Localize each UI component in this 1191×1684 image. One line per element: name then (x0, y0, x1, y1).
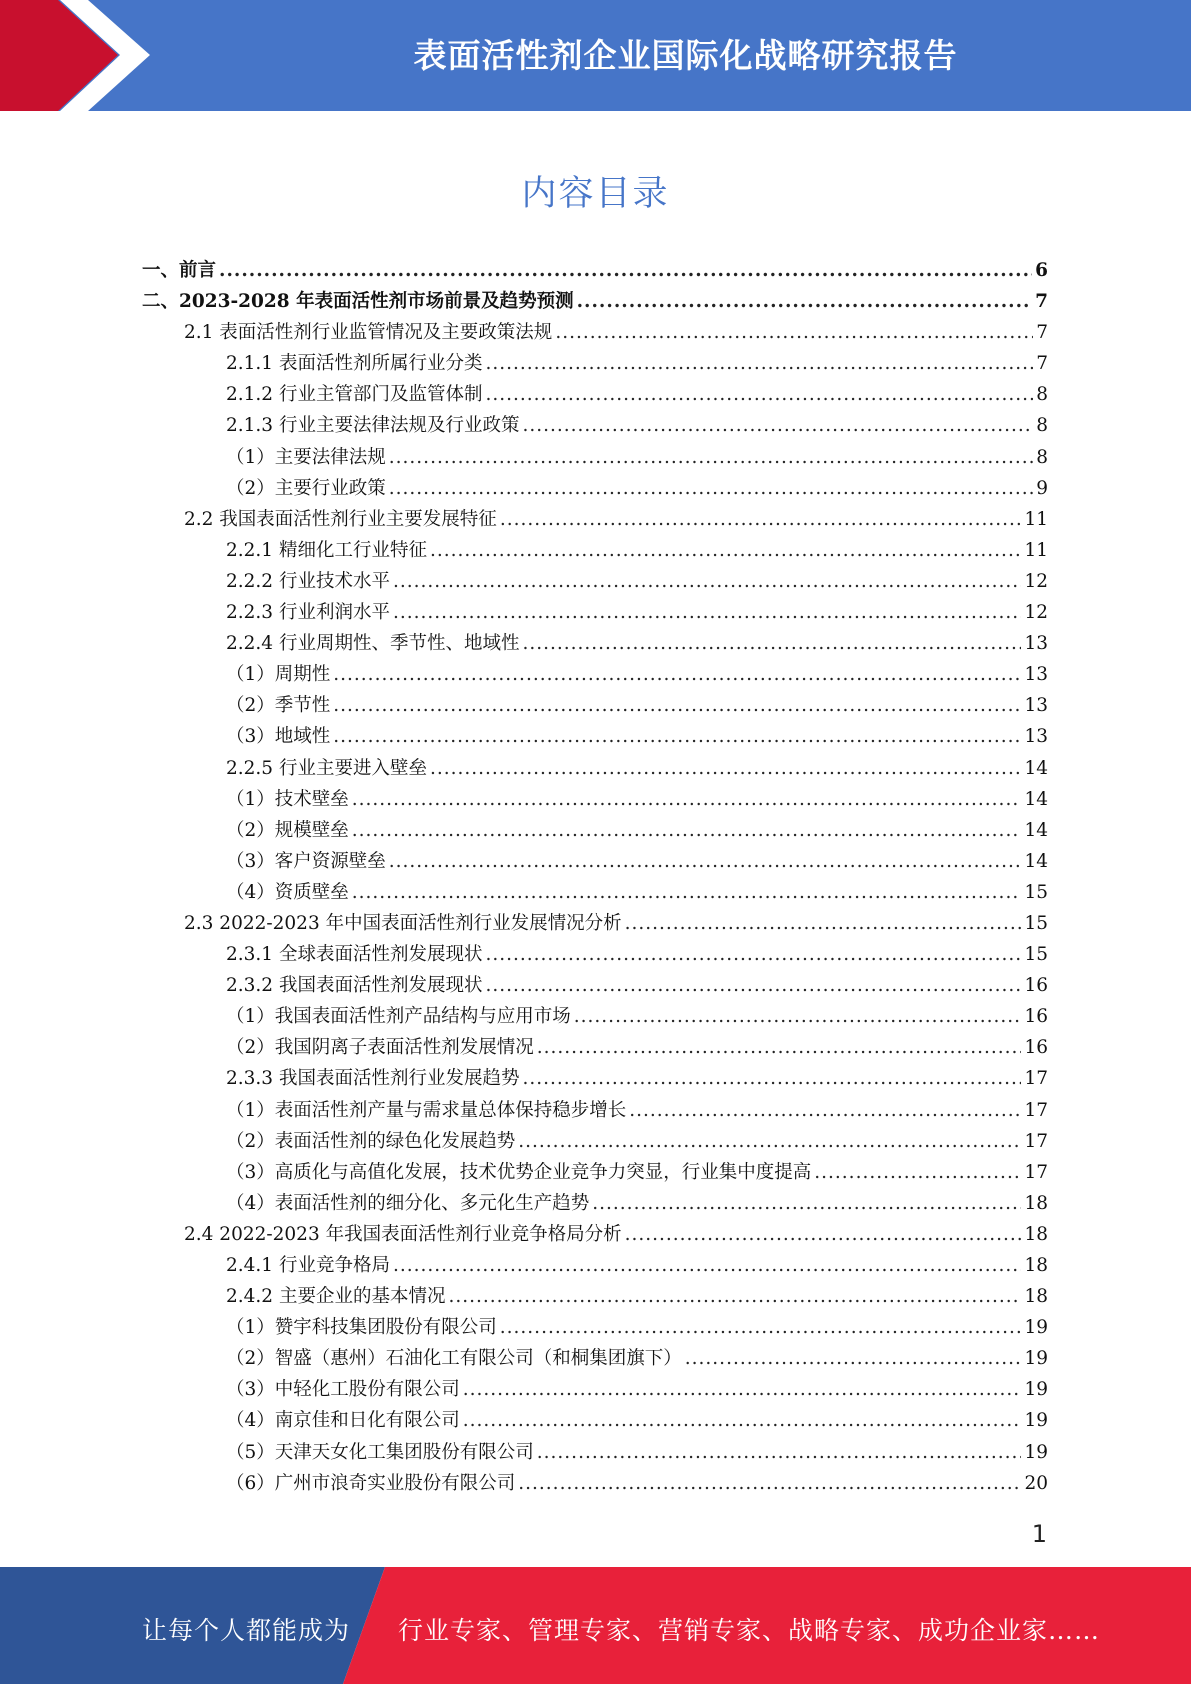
toc-entry[interactable] (142, 1219, 1048, 1250)
toc-leader-dots (352, 815, 1022, 846)
toc-heading: 内容目录 (521, 174, 670, 214)
toc-entry[interactable] (142, 877, 1048, 908)
toc-leader-dots (389, 473, 1033, 504)
toc-leader-dots (518, 1468, 1021, 1499)
toc-entry-label: （3）高质化与高值化发展，技术优势企业竞争力突显，行业集中度提高 (226, 1161, 812, 1183)
toc-entry-page: 18 (1024, 1192, 1048, 1214)
toc-entry[interactable] (142, 473, 1048, 504)
toc-entry[interactable] (142, 442, 1048, 473)
toc-leader-dots (389, 442, 1033, 473)
toc-entry-page: 17 (1024, 1161, 1048, 1183)
toc-entry[interactable] (142, 379, 1048, 410)
toc-entry-page: 8 (1036, 446, 1048, 468)
toc-entry[interactable] (142, 1468, 1048, 1499)
toc-entry-page: 19 (1024, 1441, 1048, 1463)
toc-entry-label: 2.1.1 表面活性剂所属行业分类 (226, 353, 483, 375)
toc-entry[interactable] (142, 597, 1048, 628)
toc-entry[interactable] (142, 690, 1048, 721)
toc-entry-label: 2.3 2022-2023 年中国表面活性剂行业发展情况分析 (184, 912, 622, 934)
toc-leader-dots (448, 1281, 1021, 1312)
toc-entry[interactable] (142, 939, 1048, 970)
toc-entry-page: 19 (1024, 1348, 1048, 1370)
toc-entry-label: （2）季节性 (226, 695, 331, 717)
toc-leader-dots (352, 877, 1022, 908)
toc-entry[interactable] (142, 1157, 1048, 1188)
toc-entry-page: 18 (1024, 1255, 1048, 1276)
toc-entry-label: 2.3.1 全球表面活性剂发展现状 (226, 944, 483, 966)
toc-entry-page: 9 (1036, 477, 1048, 499)
footer-slogan-left: 让每个人都能成为 (142, 1616, 351, 1645)
toc-entry-page: 20 (1024, 1472, 1048, 1494)
toc-leader-dots (500, 504, 1022, 535)
toc-entry[interactable] (142, 410, 1048, 441)
toc-entry-page: 8 (1036, 415, 1048, 437)
toc-entry-label: （6）广州市浪奇实业股份有限公司 (226, 1472, 516, 1494)
report-title: 表面活性剂企业国际化战略研究报告 (413, 36, 958, 75)
toc-entry[interactable] (142, 1250, 1048, 1281)
toc-entry[interactable] (142, 721, 1048, 752)
toc-entry[interactable] (142, 1281, 1048, 1312)
toc-entry-label: （2）表面活性剂的绿色化发展趋势 (226, 1130, 516, 1152)
toc-leader-dots (485, 970, 1021, 1001)
toc-leader-dots (555, 317, 1033, 348)
toc-entry-label: （1）周期性 (226, 664, 331, 686)
toc-entry-page: 11 (1024, 539, 1048, 561)
toc-leader-dots (333, 659, 1021, 690)
toc-leader-dots (393, 597, 1021, 628)
table-of-contents (142, 255, 1048, 1499)
toc-entry[interactable] (142, 753, 1048, 784)
toc-entry-label: 2.3.3 我国表面活性剂行业发展趋势 (226, 1068, 520, 1090)
toc-entry-page: 19 (1024, 1379, 1048, 1401)
toc-leader-dots (485, 348, 1033, 379)
toc-entry-label: （4）南京佳和日化有限公司 (226, 1410, 460, 1432)
toc-entry-page: 12 (1024, 602, 1048, 624)
toc-entry-page: 12 (1024, 570, 1048, 592)
toc-entry-page: 16 (1024, 1037, 1048, 1059)
toc-leader-dots (522, 628, 1021, 659)
toc-entry-page: 8 (1036, 384, 1048, 406)
toc-entry-page: 19 (1024, 1410, 1048, 1432)
toc-entry-page: 14 (1024, 757, 1048, 779)
toc-entry-page: 17 (1024, 1130, 1048, 1152)
toc-entry-page: 19 (1024, 1317, 1048, 1339)
toc-entry-page: 15 (1024, 881, 1048, 903)
header-banner (0, 0, 1191, 111)
toc-leader-dots (814, 1157, 1021, 1188)
toc-entry-label: （1）我国表面活性剂产品结构与应用市场 (226, 1006, 571, 1028)
toc-leader-dots (574, 1001, 1022, 1032)
toc-entry-label: （2）我国阴离子表面活性剂发展情况 (226, 1037, 534, 1059)
toc-entry[interactable] (142, 1095, 1048, 1126)
toc-entry-label: 2.4.2 主要企业的基本情况 (226, 1286, 446, 1308)
toc-leader-dots (592, 1188, 1021, 1219)
toc-entry-label: 2.2.4 行业周期性、季节性、地域性 (226, 633, 520, 655)
toc-entry-page: 13 (1024, 633, 1048, 655)
toc-entry-label: （1）技术壁垒 (226, 788, 349, 810)
toc-entry-page: 15 (1024, 912, 1048, 934)
toc-leader-dots (463, 1405, 1022, 1436)
toc-entry-label: （4）资质壁垒 (226, 881, 349, 903)
toc-entry-label: 2.2 我国表面活性剂行业主要发展特征 (184, 508, 497, 530)
toc-entry-page: 14 (1024, 788, 1048, 810)
toc-entry-label: 一、前言 (142, 260, 217, 281)
toc-entry-page: 7 (1036, 322, 1048, 344)
toc-entry-label: 2.2.3 行业利润水平 (226, 602, 390, 624)
toc-entry-page: 13 (1024, 664, 1048, 686)
toc-leader-dots (389, 846, 1022, 877)
toc-entry-label: （1）表面活性剂产量与需求量总体保持稳步增长 (226, 1099, 627, 1121)
toc-entry[interactable] (142, 1343, 1048, 1374)
footer-banner (0, 1567, 1191, 1684)
toc-entry-label: 2.4.1 行业竞争格局 (226, 1255, 390, 1276)
toc-entry[interactable] (142, 286, 1048, 317)
toc-leader-dots (393, 566, 1021, 597)
toc-entry-page: 18 (1024, 1223, 1048, 1245)
toc-entry[interactable] (142, 1188, 1048, 1219)
toc-entry-label: （1）赞宇科技集团股份有限公司 (226, 1317, 497, 1339)
toc-entry-page: 6 (1035, 260, 1048, 281)
toc-entry[interactable] (142, 1126, 1048, 1157)
toc-leader-dots (430, 753, 1021, 784)
toc-entry-page: 16 (1024, 975, 1048, 997)
toc-entry-label: 2.1 表面活性剂行业监管情况及主要政策法规 (184, 322, 553, 344)
toc-leader-dots (625, 1219, 1022, 1250)
toc-entry[interactable] (142, 1312, 1048, 1343)
toc-entry-page: 13 (1024, 726, 1048, 748)
toc-entry[interactable] (142, 1374, 1048, 1405)
toc-entry-page: 17 (1024, 1068, 1048, 1090)
toc-entry-label: 2.2.1 精细化工行业特征 (226, 539, 427, 561)
toc-entry[interactable] (142, 1405, 1048, 1436)
toc-leader-dots (518, 1126, 1021, 1157)
toc-entry[interactable] (142, 317, 1048, 348)
toc-entry-page: 17 (1024, 1099, 1048, 1121)
toc-leader-dots (522, 410, 1033, 441)
toc-entry-page: 7 (1036, 353, 1048, 375)
toc-entry[interactable] (142, 784, 1048, 815)
toc-entry[interactable] (142, 815, 1048, 846)
toc-entry-page: 15 (1024, 944, 1048, 966)
toc-entry[interactable] (142, 659, 1048, 690)
toc-entry-label: 2.3.2 我国表面活性剂发展现状 (226, 975, 483, 997)
toc-entry[interactable] (142, 348, 1048, 379)
toc-entry-label: 2.1.3 行业主要法律法规及行业政策 (226, 415, 520, 437)
toc-entry-label: （5）天津天女化工集团股份有限公司 (226, 1441, 534, 1463)
toc-entry[interactable] (142, 628, 1048, 659)
toc-entry-label: （3）客户资源壁垒 (226, 850, 386, 872)
toc-entry-label: 2.4 2022-2023 年我国表面活性剂行业竞争格局分析 (184, 1223, 622, 1245)
toc-entry[interactable] (142, 1063, 1048, 1094)
toc-entry[interactable] (142, 566, 1048, 597)
toc-entry-label: （1）主要法律法规 (226, 446, 386, 468)
toc-entry[interactable] (142, 255, 1048, 286)
toc-entry-label: （3）中轻化工股份有限公司 (226, 1379, 460, 1401)
toc-entry-page: 16 (1024, 1006, 1048, 1028)
toc-leader-dots (685, 1343, 1022, 1374)
toc-entry-label: 2.2.5 行业主要进入壁垒 (226, 757, 427, 779)
page-number: 1 (1031, 1520, 1047, 1548)
toc-entry[interactable] (142, 970, 1048, 1001)
toc-leader-dots (333, 721, 1021, 752)
toc-leader-dots (485, 379, 1033, 410)
toc-entry[interactable] (142, 908, 1048, 939)
toc-entry[interactable] (142, 535, 1048, 566)
toc-entry-page: 14 (1024, 850, 1048, 872)
toc-entry-page: 14 (1024, 819, 1048, 841)
toc-leader-dots (500, 1312, 1022, 1343)
toc-entry-page: 18 (1024, 1286, 1048, 1308)
toc-leader-dots (463, 1374, 1022, 1405)
toc-entry[interactable] (142, 1032, 1048, 1063)
toc-entry[interactable] (142, 504, 1048, 535)
toc-leader-dots (522, 1063, 1021, 1094)
toc-leader-dots (393, 1250, 1021, 1281)
toc-entry[interactable] (142, 1001, 1048, 1032)
toc-entry[interactable] (142, 1437, 1048, 1468)
toc-leader-dots (577, 286, 1033, 317)
toc-leader-dots (625, 908, 1022, 939)
toc-leader-dots (485, 939, 1021, 970)
toc-entry-label: 2.2.2 行业技术水平 (226, 570, 390, 592)
toc-entry-label: （2）主要行业政策 (226, 477, 386, 499)
toc-leader-dots (629, 1095, 1021, 1126)
toc-leader-dots (537, 1437, 1022, 1468)
toc-entry-label: （3）地域性 (226, 726, 331, 748)
toc-entry-label: （2）智盛（惠州）石油化工有限公司（和桐集团旗下） (226, 1348, 682, 1370)
footer-slogan-right: 行业专家、管理专家、营销专家、战略专家、成功企业家…… (398, 1616, 1101, 1645)
toc-entry-page: 7 (1035, 291, 1048, 313)
toc-entry-label: 2.1.2 行业主管部门及监管体制 (226, 384, 483, 406)
toc-entry-page: 13 (1024, 695, 1048, 717)
toc-entry[interactable] (142, 846, 1048, 877)
toc-leader-dots (430, 535, 1021, 566)
toc-leader-dots (537, 1032, 1022, 1063)
toc-leader-dots (333, 690, 1021, 721)
toc-entry-label: 二、2023-2028 年表面活性剂市场前景及趋势预测 (142, 291, 574, 313)
toc-entry-label: （2）规模壁垒 (226, 819, 349, 841)
toc-entry-label: （4）表面活性剂的细分化、多元化生产趋势 (226, 1192, 590, 1214)
toc-leader-dots (352, 784, 1022, 815)
toc-entry-page: 11 (1024, 508, 1048, 530)
toc-leader-dots (219, 255, 1032, 286)
